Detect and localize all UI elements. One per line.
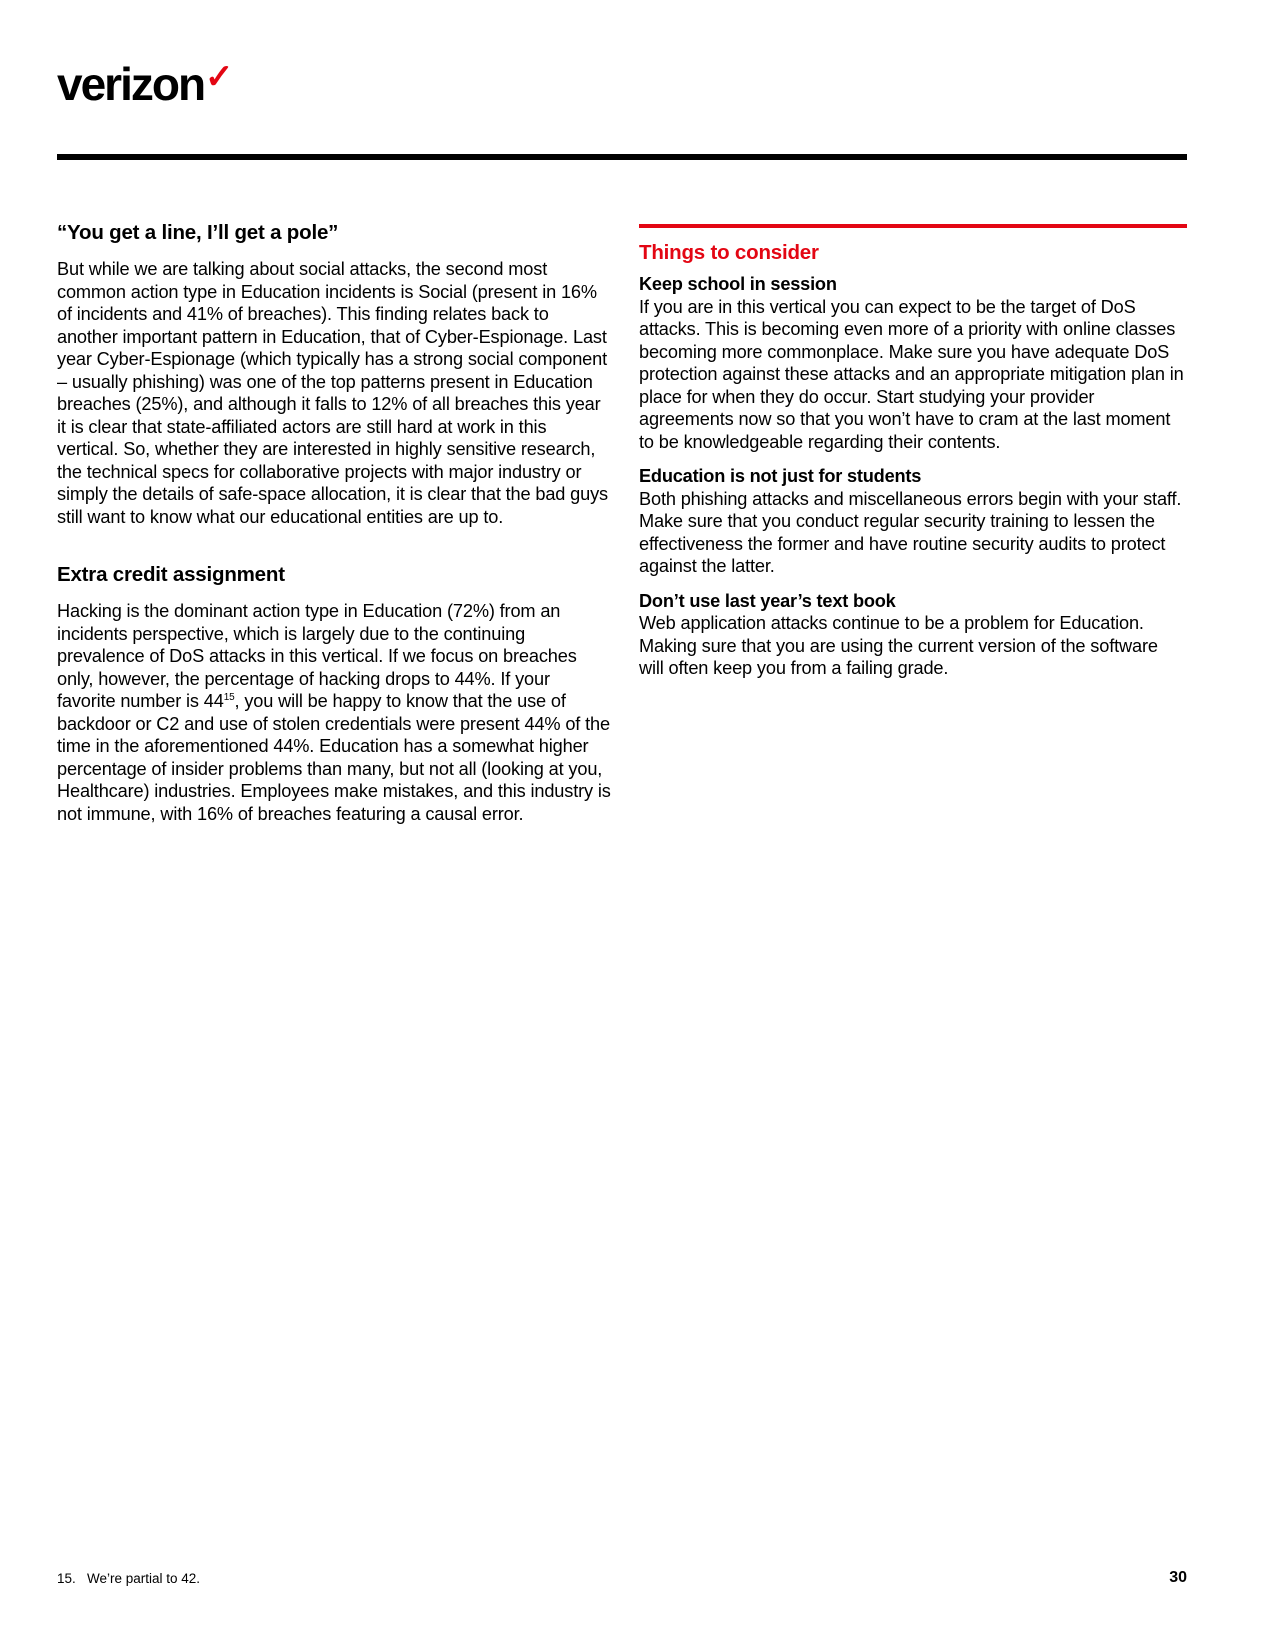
page-number: 30: [1169, 1569, 1187, 1586]
section-body-line-pole: But while we are talking about social attacks, the second most common action type in Education incidents is Social (present in 16% of incidents and 41% of breaches). This finding relates back to another important pattern in Education, that of Cyber-Espionage. Last year Cyber-Espionage (which typically has a strong social component – usually phishing) was one of the top patterns present in Education breaches (25%), and although it falls to 12% of all breaches this year it is clear that state-affiliated actors are still hard at work in this vertical. So, whether they are interested in highly sensitive research, the technical specs for collaborative projects with major industry or simply the details of safe-space allocation, it is clear that the bad guys still want to know what our educational entities are up to.: [57, 259, 608, 527]
body-text-part1: Hacking is the dominant action type in Education (72%) from an incidents perspective, which is largely due to the continuing prevalence of DoS attacks in this vertical. If we focus on breaches only, however, the percentage of hacking drops to 44%. If your favorite number is 44: [57, 601, 577, 711]
things-to-consider-sidebar: [639, 224, 1187, 692]
footnote-reference: 15: [223, 692, 235, 703]
section-heading-extra-credit: Extra credit assignment: [57, 563, 285, 586]
consider-item: [639, 273, 1187, 453]
footnote-number: 15.: [57, 1571, 76, 1586]
checkmark-icon: ✓: [205, 58, 234, 96]
verizon-logo: [57, 56, 233, 112]
footnote-text: We’re partial to 42.: [87, 1571, 201, 1586]
header-divider: [57, 154, 1187, 160]
logo-wordmark: verizon: [57, 58, 205, 110]
left-column: [57, 220, 612, 825]
sidebar-red-divider: [639, 224, 1187, 228]
sidebar-title: Things to consider: [639, 241, 819, 264]
consider-item-body: If you are in this vertical you can expect to be the target of DoS attacks. This is becoming even more of a priority with online classes becoming more commonplace. Make sure you have adequate DoS protection against these attacks and an appropriate mitigation plan in place for when they do occur. Start studying your provider agreements now so that you won’t have to cram at the last moment to be knowledgeable regarding their contents.: [639, 296, 1184, 452]
consider-item: [639, 465, 1187, 578]
consider-item-heading: Don’t use last year’s text book: [639, 590, 896, 611]
consider-item: [639, 590, 1187, 680]
section-heading-line-pole: “You get a line, I’ll get a pole”: [57, 221, 339, 244]
consider-item-body: Both phishing attacks and miscellaneous errors begin with your staff. Make sure that you conduct regular security training to lessen the effectiveness the former and have routine security audits to protect against the latter.: [639, 488, 1182, 576]
footnote: [57, 1570, 200, 1588]
consider-item-body: Web application attacks continue to be a problem for Education. Making sure that you are using the current version of the software will often keep you from a failing grade.: [639, 613, 1158, 678]
body-text-part2: , you will be happy to know that the use of backdoor or C2 and use of stolen credentials were present 44% of the time in the aforementioned 44%. Education has a somewhat higher percentage of insider problems than many, but not all (looking at you, Healthcare) industries. Employees make mistakes, and this industry is not immune, with 16% of breaches featuring a causal error.: [57, 691, 611, 824]
consider-item-heading: Education is not just for students: [639, 466, 922, 486]
section-body-extra-credit: [57, 600, 612, 825]
consider-item-heading: Keep school in session: [639, 274, 837, 294]
